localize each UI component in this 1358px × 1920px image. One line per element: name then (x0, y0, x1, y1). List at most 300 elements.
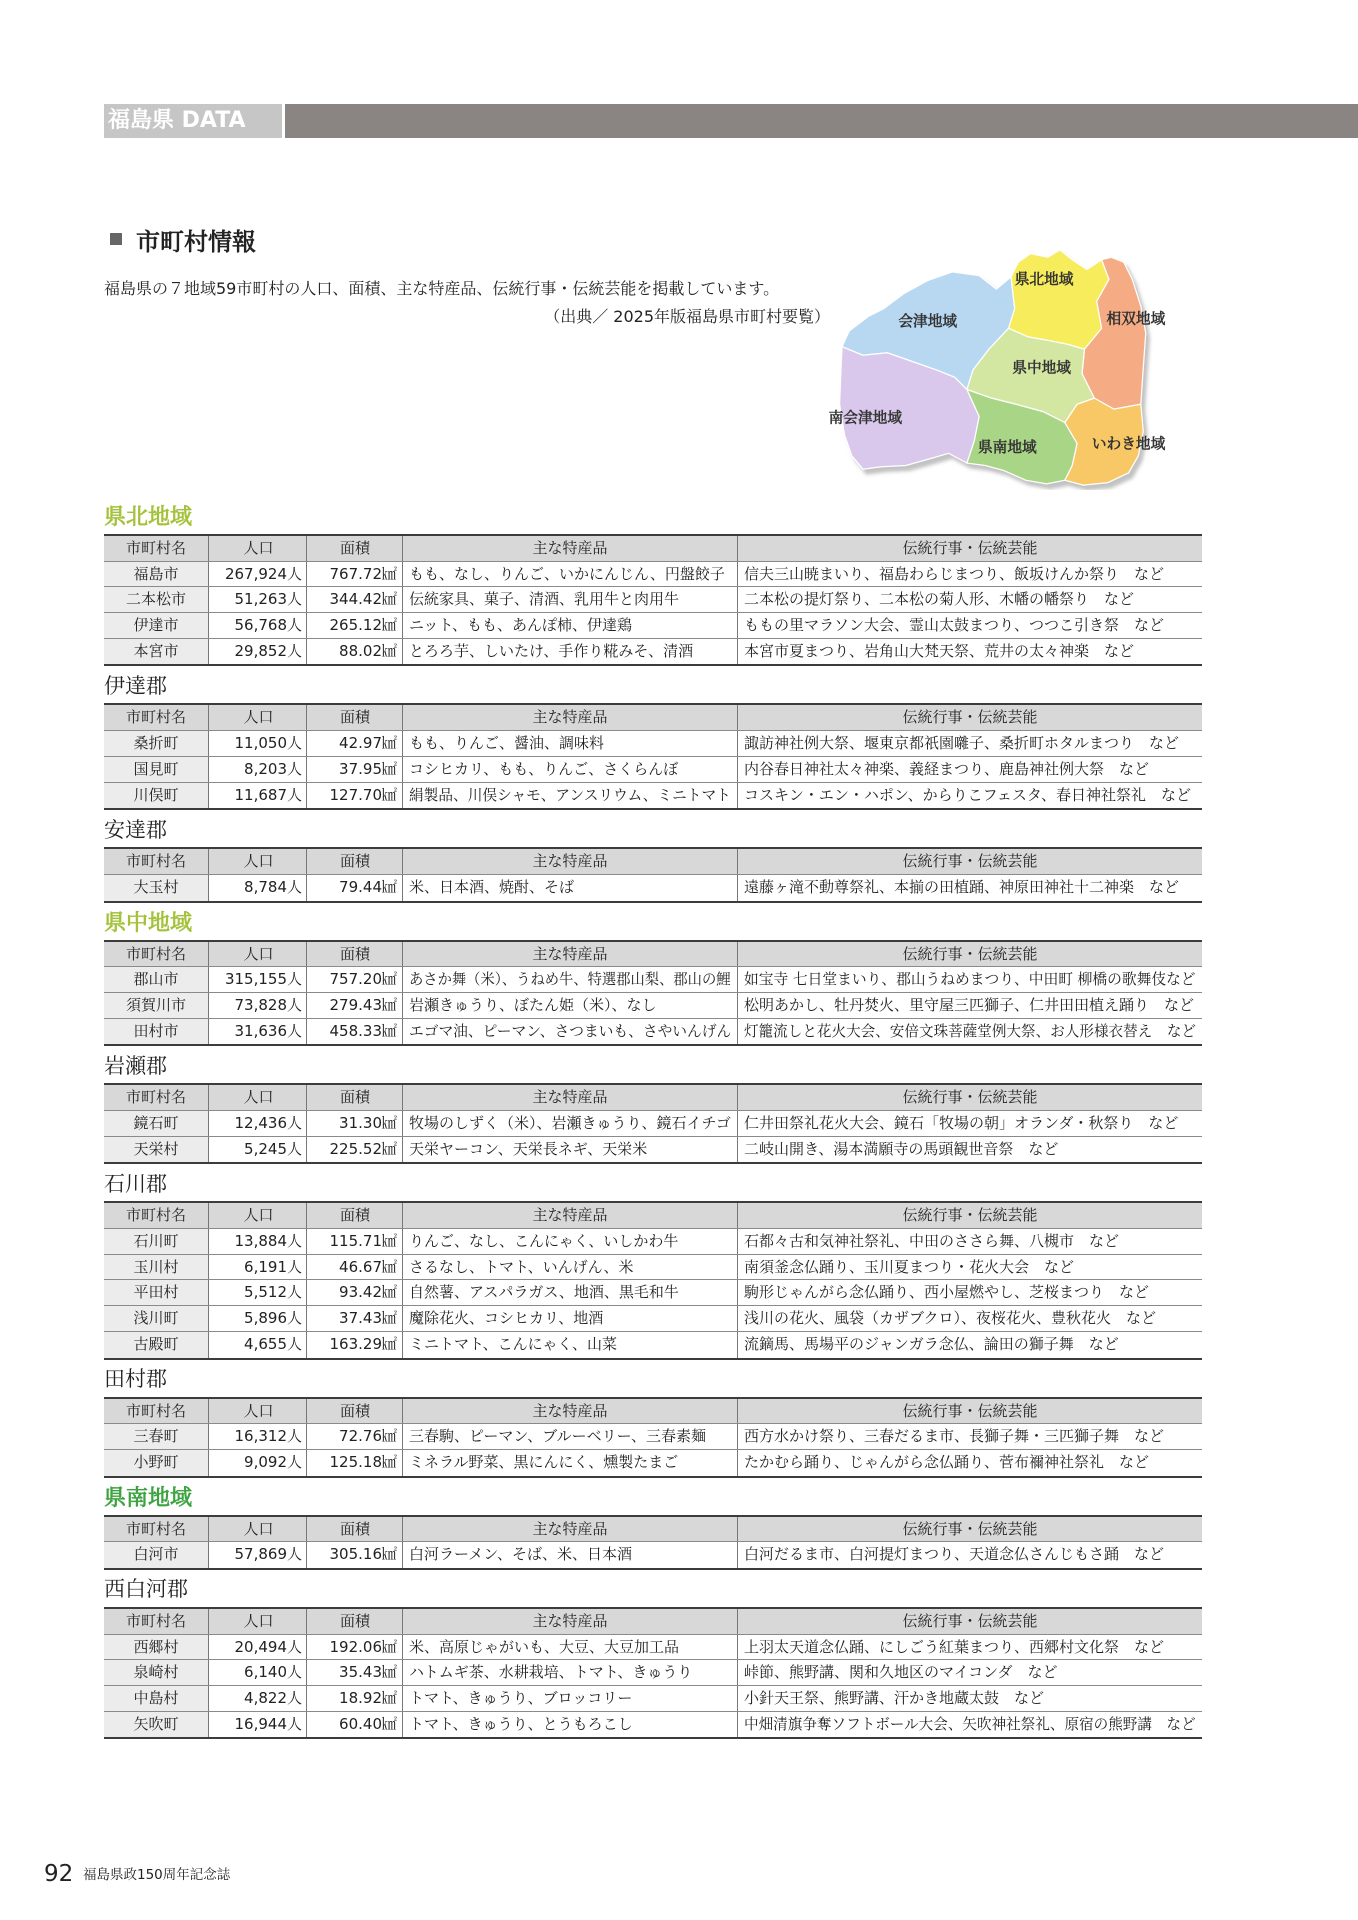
cell-municipality-name (104, 1332, 208, 1358)
cell-municipality-name (104, 587, 208, 612)
column-header-municipality-name (104, 1399, 208, 1424)
cell-municipality-name (104, 1712, 208, 1738)
cell-municipality-name-text: 小野町 (133, 1452, 179, 1471)
cell-products (402, 757, 737, 782)
cell-events-text: 浅川の花火、風袋（カザブクロ）、夜桜花火、豊秋花火 など (744, 1309, 1157, 1328)
municipality-table (104, 1397, 1202, 1478)
table-row (104, 1255, 1202, 1281)
column-header-municipality-name-text: 市町村名 (125, 944, 186, 963)
cell-events (737, 1137, 1202, 1163)
cell-population (208, 1450, 306, 1476)
cell-population (208, 1255, 306, 1280)
cell-municipality-name-text: 本宮市 (133, 641, 179, 660)
table-row (104, 1660, 1202, 1686)
group-heading-text: 安達郡 (104, 817, 167, 842)
column-header-population (208, 1399, 306, 1424)
cell-municipality-name (104, 1635, 208, 1660)
cell-municipality-name-text: 浅川町 (133, 1309, 179, 1328)
column-header-products (402, 1609, 737, 1634)
cell-events-text: ももの里マラソン大会、霊山太鼓まつり、つつこ引き祭 など (744, 616, 1165, 635)
column-header-area-text: 面積 (339, 944, 370, 963)
cell-municipality-name (104, 1137, 208, 1163)
column-header-population (208, 536, 306, 561)
column-header-events-text: 伝統行事・伝統芸能 (902, 1519, 1038, 1538)
cell-area-text: 72.76㎢ (339, 1427, 397, 1446)
cell-population (208, 1280, 306, 1305)
cell-municipality-name-text: 白河市 (133, 1545, 179, 1564)
district-heading (104, 1570, 1202, 1607)
cell-events-text: 遠藤ヶ滝不動尊祭礼、本揃の田植踊、神原田神社十二神楽 など (744, 877, 1180, 896)
column-header-population (208, 1517, 306, 1542)
cell-events (737, 639, 1202, 665)
cell-municipality-name (104, 875, 208, 901)
cell-products (402, 613, 737, 638)
cell-events (737, 1019, 1202, 1045)
cell-products (402, 875, 737, 901)
column-header-municipality-name-text: 市町村名 (125, 1206, 186, 1225)
cell-events-text: コスキン・エン・ハポン、からりこフェスタ、春日神社祭礼 など (744, 785, 1192, 804)
cell-products-text: りんご、なし、こんにゃく、いしかわ牛 (409, 1232, 679, 1251)
cell-municipality-name (104, 1019, 208, 1045)
publication-title: 福島県政150周年記念誌 (83, 1867, 231, 1883)
cell-municipality-name-text: 鏡石町 (133, 1114, 179, 1132)
cell-events (737, 1332, 1202, 1358)
cell-events (737, 1686, 1202, 1711)
cell-municipality-name (104, 1424, 208, 1449)
cell-events (737, 731, 1202, 756)
column-header-events (737, 1203, 1202, 1228)
cell-area-text: 35.43㎢ (339, 1663, 397, 1682)
cell-events-text: 南須釜念仏踊り、玉川夏まつり・花火大会 など (744, 1257, 1075, 1276)
column-header-products (402, 942, 737, 967)
cell-events-text: 白河だるま市、白河提灯まつり、天道念仏さんじもさ踊 など (744, 1545, 1165, 1564)
cell-products (402, 1137, 737, 1163)
cell-area-text: 93.42㎢ (339, 1283, 397, 1302)
column-header-events-text: 伝統行事・伝統芸能 (902, 944, 1038, 963)
cell-population (208, 1229, 306, 1254)
table-row (104, 1280, 1202, 1306)
cell-products-text: 岩瀬きゅうり、ぼたん姫（米）、なし (409, 995, 657, 1014)
cell-events-text: たかむら踊り、じゃんがら念仏踊り、菅布禰神社祭礼 など (744, 1452, 1150, 1471)
cell-area (306, 1332, 402, 1358)
table-row (104, 1019, 1202, 1045)
cell-area-text: 42.97㎢ (339, 734, 397, 753)
map-label-aizu: 会津地域 (898, 312, 958, 330)
cell-events-text: 小針天王祭、熊野講、汗かき地蔵太鼓 など (744, 1689, 1045, 1707)
cell-population-text: 267,924人 (224, 564, 302, 583)
column-header-municipality-name-text: 市町村名 (125, 1611, 186, 1630)
cell-events-text: 松明あかし、牡丹焚火、里守屋三匹獅子、仁井田田植え踊り など (744, 995, 1195, 1014)
cell-municipality-name-text: 玉川村 (133, 1257, 179, 1276)
cell-events-text: 内谷春日神社太々神楽、義経まつり、鹿島神社例大祭 など (744, 759, 1150, 778)
cell-area-text: 767.72㎢ (329, 564, 397, 583)
cell-population-text: 51,263人 (234, 590, 302, 609)
cell-population-text: 5,512人 (244, 1283, 302, 1302)
cell-area (306, 1424, 402, 1449)
cell-products-text: 米、高原じゃがいも、大豆、大豆加工品 (409, 1637, 680, 1656)
column-header-population (208, 1203, 306, 1228)
column-header-products (402, 1517, 737, 1542)
cell-municipality-name (104, 639, 208, 665)
column-header-area (306, 1085, 402, 1110)
group-heading-text: 田村郡 (104, 1367, 167, 1391)
cell-area (306, 783, 402, 809)
cell-population-text: 4,822人 (244, 1689, 302, 1707)
municipality-table (104, 1201, 1202, 1359)
cell-population-text: 16,944人 (234, 1714, 302, 1733)
cell-products-text: ハトムギ茶、水耕栽培、トマト、きゅうり (409, 1663, 693, 1682)
square-bullet-icon (110, 233, 122, 245)
cell-products-text: 米、日本酒、焼酎、そば (409, 877, 575, 896)
cell-area (306, 562, 402, 587)
column-header-products-text: 主な特産品 (532, 708, 608, 727)
section-title-text: 市町村情報 (136, 227, 256, 256)
cell-population (208, 1332, 306, 1358)
cell-products (402, 1424, 737, 1449)
column-header-products-text: 主な特産品 (532, 1088, 608, 1107)
cell-events-text: 本宮市夏まつり、岩角山大梵天祭、荒井の太々神楽 など (744, 641, 1135, 660)
page-header-bar (285, 104, 1358, 138)
column-header-area (306, 942, 402, 967)
cell-population (208, 1686, 306, 1711)
cell-population-text: 29,852人 (234, 641, 302, 660)
column-header-products-text: 主な特産品 (532, 1519, 608, 1538)
cell-population (208, 1137, 306, 1163)
column-header-events (737, 849, 1202, 874)
table-row (104, 1542, 1202, 1568)
cell-products-text: 三春駒、ピーマン、ブルーベリー、三春素麺 (409, 1427, 707, 1446)
cell-area (306, 1660, 402, 1685)
group-heading-text: 岩瀬郡 (104, 1053, 167, 1078)
table-header-row (104, 1517, 1202, 1543)
cell-area (306, 993, 402, 1018)
cell-area-text: 127.70㎢ (329, 785, 397, 804)
cell-area-text: 163.29㎢ (329, 1334, 397, 1353)
group-heading-text: 県北地域 (104, 505, 193, 530)
cell-municipality-name-text: 三春町 (133, 1427, 179, 1446)
cell-population-text: 56,768人 (234, 616, 302, 635)
section-title (110, 224, 256, 254)
cell-area (306, 1137, 402, 1163)
cell-municipality-name-text: 国見町 (133, 759, 179, 778)
cell-products-text: 白河ラーメン、そば、米、日本酒 (409, 1545, 633, 1564)
cell-population-text: 16,312人 (234, 1427, 302, 1446)
cell-events (737, 757, 1202, 782)
cell-municipality-name-text: 西郷村 (133, 1637, 179, 1656)
cell-municipality-name (104, 613, 208, 638)
column-header-area (306, 1609, 402, 1634)
cell-population-text: 13,884人 (234, 1232, 302, 1251)
table-row (104, 875, 1202, 901)
cell-population (208, 1660, 306, 1685)
column-header-population-text: 人口 (243, 1088, 274, 1107)
cell-municipality-name-text: 石川町 (133, 1232, 179, 1251)
cell-area (306, 1255, 402, 1280)
municipality-table (104, 534, 1202, 666)
cell-products (402, 587, 737, 612)
map-label-kenchu: 県中地域 (1012, 359, 1072, 377)
cell-population (208, 993, 306, 1018)
cell-population-text: 6,191人 (244, 1257, 302, 1276)
cell-products-text: 牧場のしずく（米）、岩瀬きゅうり、鏡石イチゴ (409, 1114, 731, 1132)
cell-events (737, 993, 1202, 1018)
region-map (820, 245, 1180, 490)
column-header-area (306, 536, 402, 561)
table-row (104, 587, 1202, 613)
cell-products-text: あさか舞（米）、うねめ牛、特選郡山梨、郡山の鯉 (409, 970, 731, 989)
cell-events-text: 中畑清旗争奪ソフトボール大会、矢吹神社祭礼、原宿の熊野講 など (744, 1714, 1196, 1733)
table-header-row (104, 942, 1202, 968)
district-heading (104, 1164, 1202, 1201)
cell-area-text: 37.43㎢ (339, 1309, 397, 1328)
cell-events (737, 1280, 1202, 1305)
cell-population-text: 5,896人 (244, 1309, 302, 1328)
cell-area (306, 731, 402, 756)
cell-population (208, 783, 306, 809)
municipality-table (104, 703, 1202, 810)
cell-population (208, 731, 306, 756)
group-heading-text: 伊達郡 (104, 673, 167, 698)
cell-products (402, 1229, 737, 1254)
cell-products-text: 伝統家具、菓子、清酒、乳用牛と肉用牛 (409, 590, 680, 609)
cell-population-text: 315,155人 (224, 970, 302, 989)
column-header-population (208, 849, 306, 874)
page-header-label-text: 福島県 DATA (108, 108, 246, 133)
cell-events (737, 875, 1202, 901)
cell-municipality-name (104, 1542, 208, 1568)
cell-events (737, 1450, 1202, 1476)
cell-events-text: 石都々古和気神社祭礼、中田のささら舞、八槻市 など (744, 1232, 1120, 1251)
column-header-population-text: 人口 (243, 1611, 274, 1630)
table-row (104, 1686, 1202, 1712)
cell-municipality-name-text: 大玉村 (133, 877, 179, 896)
column-header-population-text: 人口 (243, 1519, 274, 1538)
column-header-population-text: 人口 (243, 944, 274, 963)
column-header-population (208, 705, 306, 730)
table-row (104, 1424, 1202, 1450)
cell-municipality-name-text: 平田村 (133, 1283, 179, 1302)
cell-area (306, 1686, 402, 1711)
cell-products (402, 783, 737, 809)
cell-events (737, 1306, 1202, 1331)
cell-area (306, 1635, 402, 1660)
column-header-products-text: 主な特産品 (532, 852, 608, 871)
cell-population (208, 1712, 306, 1738)
cell-events-text: 灯籠流しと花火大会、安倍文珠菩薩堂例大祭、お人形様衣替え など (744, 1021, 1197, 1040)
column-header-area-text: 面積 (339, 1611, 370, 1630)
cell-area (306, 875, 402, 901)
cell-area-text: 279.43㎢ (329, 995, 397, 1014)
cell-municipality-name-text: 郡山市 (133, 970, 179, 989)
cell-population-text: 5,245人 (244, 1139, 302, 1158)
cell-events (737, 783, 1202, 809)
cell-area (306, 1111, 402, 1136)
cell-products (402, 1635, 737, 1660)
cell-products-text: さるなし、トマト、いんげん、米 (409, 1257, 634, 1276)
cell-population-text: 31,636人 (234, 1021, 302, 1040)
column-header-events (737, 1517, 1202, 1542)
section-source (330, 306, 830, 328)
column-header-products-text: 主な特産品 (532, 1611, 608, 1630)
cell-population-text: 9,092人 (244, 1452, 302, 1471)
cell-municipality-name-text: 川俣町 (133, 785, 179, 804)
cell-municipality-name (104, 1111, 208, 1136)
cell-products (402, 993, 737, 1018)
cell-area-text: 79.44㎢ (339, 877, 397, 896)
cell-population-text: 20,494人 (234, 1637, 302, 1656)
cell-products (402, 731, 737, 756)
cell-municipality-name (104, 1686, 208, 1711)
column-header-products (402, 1085, 737, 1110)
cell-municipality-name (104, 1280, 208, 1305)
group-heading-text: 西白河郡 (104, 1577, 188, 1602)
cell-products (402, 1712, 737, 1738)
cell-area (306, 587, 402, 612)
column-header-population (208, 1085, 306, 1110)
cell-events-text: 信夫三山暁まいり、福島わらじまつり、飯坂けんか祭り など (744, 564, 1165, 583)
column-header-municipality-name (104, 942, 208, 967)
cell-area-text: 115.71㎢ (329, 1232, 397, 1251)
cell-population (208, 1635, 306, 1660)
table-row (104, 757, 1202, 783)
cell-events (737, 613, 1202, 638)
cell-municipality-name-text: 田村市 (133, 1021, 179, 1040)
cell-municipality-name (104, 1450, 208, 1476)
column-header-events-text: 伝統行事・伝統芸能 (902, 1206, 1038, 1225)
cell-area-text: 125.18㎢ (329, 1452, 397, 1471)
column-header-events (737, 942, 1202, 967)
column-header-events (737, 1609, 1202, 1634)
cell-events-text: 西方水かけ祭り、三春だるま市、長獅子舞・三匹獅子舞 など (744, 1427, 1165, 1446)
cell-area (306, 967, 402, 992)
map-label-iwaki: いわき地域 (1091, 435, 1166, 453)
column-header-products (402, 849, 737, 874)
column-header-area (306, 849, 402, 874)
column-header-events (737, 705, 1202, 730)
cell-area (306, 1450, 402, 1476)
map-label-minamiaizu: 南会津地域 (828, 409, 903, 427)
column-header-population (208, 942, 306, 967)
column-header-area-text: 面積 (339, 1519, 370, 1538)
municipality-table (104, 1515, 1202, 1570)
cell-area-text: 31.30㎢ (339, 1114, 397, 1132)
table-header-row (104, 536, 1202, 562)
cell-area (306, 1306, 402, 1331)
cell-events (737, 1660, 1202, 1685)
cell-area (306, 1280, 402, 1305)
column-header-municipality-name (104, 849, 208, 874)
section-source-text: （出典／ 2025年版福島県市町村要覧） (544, 307, 830, 326)
column-header-municipality-name (104, 705, 208, 730)
cell-events (737, 1229, 1202, 1254)
map-label-kenpoku: 県北地域 (1014, 271, 1074, 289)
table-row (104, 731, 1202, 757)
cell-products (402, 1332, 737, 1358)
cell-municipality-name (104, 967, 208, 992)
cell-products (402, 1111, 737, 1136)
cell-population-text: 12,436人 (234, 1114, 302, 1132)
column-header-events-text: 伝統行事・伝統芸能 (902, 539, 1038, 557)
cell-population (208, 757, 306, 782)
cell-products-text: もも、なし、りんご、いかにんじん、円盤餃子 (409, 564, 725, 583)
table-header-row (104, 1203, 1202, 1229)
column-header-events-text: 伝統行事・伝統芸能 (902, 852, 1038, 871)
cell-population-text: 6,140人 (244, 1663, 302, 1682)
column-header-events (737, 1399, 1202, 1424)
column-header-municipality-name-text: 市町村名 (125, 1088, 186, 1107)
table-header-row (104, 849, 1202, 875)
municipality-table (104, 1607, 1202, 1739)
cell-products (402, 1255, 737, 1280)
cell-municipality-name-text: 矢吹町 (133, 1714, 179, 1733)
column-header-municipality-name (104, 1085, 208, 1110)
table-header-row (104, 1399, 1202, 1425)
cell-events (737, 1111, 1202, 1136)
table-row (104, 1712, 1202, 1738)
cell-population-text: 8,784人 (244, 877, 302, 896)
cell-population-text: 57,869人 (234, 1545, 302, 1564)
column-header-products (402, 705, 737, 730)
cell-municipality-name-text: 桑折町 (133, 734, 179, 753)
cell-municipality-name-text: 中島村 (133, 1689, 179, 1707)
table-row (104, 783, 1202, 809)
table-row (104, 967, 1202, 993)
cell-population (208, 1306, 306, 1331)
cell-area-text: 225.52㎢ (329, 1139, 397, 1158)
column-header-events-text: 伝統行事・伝統芸能 (902, 1088, 1038, 1107)
table-row (104, 1137, 1202, 1163)
cell-events-text: 上羽太天道念仏踊、にしごう紅葉まつり、西郷村文化祭 など (744, 1637, 1165, 1656)
column-header-area (306, 1203, 402, 1228)
cell-events (737, 967, 1202, 992)
cell-products-text: とろろ芋、しいたけ、手作り糀みそ、清酒 (409, 641, 694, 660)
cell-products (402, 1019, 737, 1045)
district-heading (104, 1046, 1202, 1083)
cell-area (306, 1229, 402, 1254)
cell-municipality-name-text: 古殿町 (133, 1334, 179, 1353)
cell-municipality-name (104, 1255, 208, 1280)
table-row (104, 613, 1202, 639)
cell-products (402, 562, 737, 587)
cell-population (208, 967, 306, 992)
cell-municipality-name-text: 天栄村 (133, 1139, 179, 1158)
page-number: 92 (44, 1861, 74, 1887)
column-header-municipality-name (104, 1203, 208, 1228)
column-header-municipality-name (104, 1609, 208, 1634)
map-label-soso: 相双地域 (1106, 310, 1166, 328)
column-header-population (208, 1609, 306, 1634)
cell-products-text: トマト、きゅうり、ブロッコリー (409, 1689, 633, 1707)
cell-products-text: ニット、もも、あんぽ柿、伊達鶏 (409, 616, 633, 635)
column-header-municipality-name-text: 市町村名 (125, 1401, 186, 1420)
column-header-municipality-name (104, 1517, 208, 1542)
cell-area (306, 613, 402, 638)
column-header-events (737, 536, 1202, 561)
cell-area (306, 757, 402, 782)
cell-products-text: 魔除花火、コシヒカリ、地酒 (409, 1309, 604, 1328)
cell-area-text: 265.12㎢ (329, 616, 397, 635)
column-header-area-text: 面積 (339, 1088, 370, 1107)
column-header-products-text: 主な特産品 (532, 1206, 608, 1225)
page-header-label (104, 104, 282, 138)
cell-municipality-name-text: 泉崎村 (133, 1663, 179, 1682)
cell-area-text: 88.02㎢ (339, 641, 397, 660)
column-header-area-text: 面積 (339, 539, 370, 557)
map-label-kennan: 県南地域 (977, 439, 1037, 457)
cell-area-text: 37.95㎢ (339, 759, 397, 778)
cell-products-text: ミニトマト、こんにゃく、山菜 (409, 1334, 618, 1353)
cell-area (306, 639, 402, 665)
